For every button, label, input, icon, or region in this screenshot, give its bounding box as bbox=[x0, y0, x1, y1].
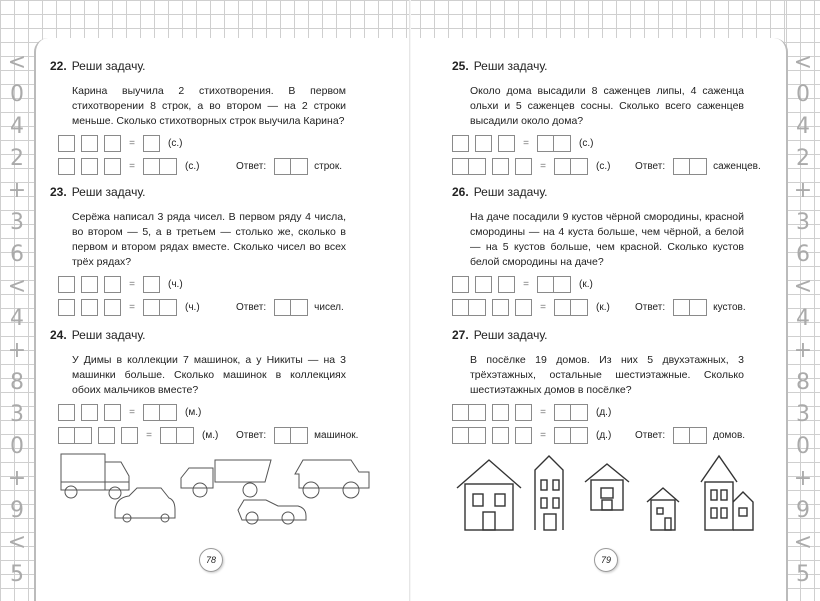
margin-symbol: 3 bbox=[10, 402, 24, 427]
equation-row bbox=[58, 135, 350, 152]
digit-input-box[interactable] bbox=[554, 135, 571, 152]
digit-input-box[interactable] bbox=[515, 404, 532, 421]
digit-input-box[interactable] bbox=[291, 158, 308, 175]
margin-symbol: 9 bbox=[10, 498, 24, 523]
digit-input-box[interactable] bbox=[274, 427, 291, 444]
margin-symbol: < bbox=[793, 274, 813, 299]
answer-box-group bbox=[104, 404, 121, 421]
task-text: У Димы в коллекции 7 машинок, а у Никиты — на 3 машинки больше. Сколько машинок в коллекциях обоих мальчиков вместе? bbox=[72, 354, 346, 396]
margin-symbol: < bbox=[7, 274, 27, 299]
digit-input-box[interactable] bbox=[475, 276, 492, 293]
answer-label: Ответ: bbox=[236, 161, 267, 172]
answer-unit: машинок. bbox=[314, 430, 359, 441]
digit-input-box[interactable] bbox=[571, 427, 588, 444]
digit-input-box[interactable] bbox=[177, 427, 194, 444]
margin-symbol: 8 bbox=[10, 370, 24, 395]
answer-box-group bbox=[58, 404, 75, 421]
digit-input-box[interactable] bbox=[537, 135, 554, 152]
tower-house-icon bbox=[701, 456, 753, 530]
unit-label: (с.) bbox=[596, 161, 611, 172]
equals-sign: = bbox=[523, 138, 529, 149]
margin-symbol: 9 bbox=[796, 498, 810, 523]
answer-label: Ответ: bbox=[236, 302, 267, 313]
equation-row bbox=[58, 404, 350, 421]
house-icon bbox=[457, 460, 521, 530]
digit-input-box[interactable] bbox=[160, 299, 177, 316]
answer-box-group bbox=[452, 276, 469, 293]
digit-input-box[interactable] bbox=[537, 276, 554, 293]
answer-box-group bbox=[537, 276, 571, 293]
unit-label: (с.) bbox=[168, 138, 183, 149]
unit-label: (м.) bbox=[202, 430, 219, 441]
digit-input-box[interactable] bbox=[58, 299, 75, 316]
answer-box-group bbox=[673, 427, 707, 444]
digit-input-box[interactable] bbox=[571, 404, 588, 421]
digit-input-box[interactable] bbox=[58, 276, 75, 293]
digit-input-box[interactable] bbox=[121, 427, 138, 444]
answer-box-group bbox=[274, 299, 308, 316]
answer-label: Ответ: bbox=[236, 430, 267, 441]
answer-box-group bbox=[498, 276, 515, 293]
digit-input-box[interactable] bbox=[469, 299, 486, 316]
answer-box-group bbox=[81, 158, 98, 175]
jeep-icon bbox=[295, 460, 369, 498]
task-26 bbox=[452, 184, 752, 316]
unit-label: (ч.) bbox=[168, 279, 183, 290]
answer-box-group bbox=[492, 158, 509, 175]
digit-input-box[interactable] bbox=[143, 299, 160, 316]
page-number-left: 78 bbox=[199, 548, 223, 572]
digit-input-box[interactable] bbox=[690, 158, 707, 175]
answer-box-group bbox=[515, 427, 532, 444]
equals-sign: = bbox=[129, 161, 135, 172]
answer-box-group bbox=[81, 135, 98, 152]
equation-row bbox=[452, 135, 752, 152]
answer-box-group bbox=[515, 404, 532, 421]
digit-input-box[interactable] bbox=[143, 158, 160, 175]
task-heading bbox=[452, 58, 752, 74]
digit-input-box[interactable] bbox=[58, 427, 75, 444]
equation-row bbox=[58, 276, 350, 293]
digit-input-box[interactable] bbox=[81, 404, 98, 421]
margin-symbol: 4 bbox=[796, 306, 810, 331]
answer-box-group bbox=[98, 427, 115, 444]
digit-input-box[interactable] bbox=[452, 158, 469, 175]
unit-label: (ч.) bbox=[185, 302, 200, 313]
margin-symbol: < bbox=[7, 530, 27, 555]
answer-box-group bbox=[452, 299, 486, 316]
digit-input-box[interactable] bbox=[469, 158, 486, 175]
task-heading bbox=[50, 184, 350, 200]
equation-row bbox=[452, 158, 761, 175]
equals-sign: = bbox=[129, 407, 135, 418]
digit-input-box[interactable] bbox=[515, 427, 532, 444]
digit-input-box[interactable] bbox=[469, 404, 486, 421]
book-spine bbox=[409, 0, 411, 601]
equation-row bbox=[58, 158, 350, 175]
dump-truck-icon bbox=[181, 460, 271, 497]
unit-label: (д.) bbox=[596, 430, 612, 441]
digit-input-box[interactable] bbox=[104, 404, 121, 421]
digit-input-box[interactable] bbox=[160, 427, 177, 444]
task-text: Около дома высадили 8 саженцев липы, 4 саженца ольхи и 5 саженцев сосны. Сколько всего саженцев высадили около дома? bbox=[470, 85, 744, 127]
answer-box-group bbox=[81, 404, 98, 421]
equation-row bbox=[452, 404, 752, 421]
answer-section bbox=[236, 158, 342, 175]
equals-sign: = bbox=[146, 430, 152, 441]
digit-input-box[interactable] bbox=[75, 427, 92, 444]
margin-symbol: 6 bbox=[10, 242, 24, 267]
task-text: Серёжа написал 3 ряда чисел. В первом ряду 4 числа, во втором — 5, а в третьем — столько же, сколько в первом и втором рядах вместе. Сколько чисел во всех трёх рядах? bbox=[72, 211, 346, 268]
answer-box-group bbox=[537, 135, 571, 152]
answer-box-group bbox=[81, 276, 98, 293]
digit-input-box[interactable] bbox=[498, 135, 515, 152]
answer-section bbox=[635, 427, 745, 444]
digit-input-box[interactable] bbox=[143, 276, 160, 293]
task-title: Реши задачу. bbox=[473, 328, 548, 342]
answer-box-group bbox=[274, 427, 308, 444]
equation-row bbox=[452, 299, 752, 316]
answer-box-group bbox=[58, 158, 75, 175]
margin-symbol: 4 bbox=[10, 114, 24, 139]
digit-input-box[interactable] bbox=[81, 276, 98, 293]
equation-row bbox=[58, 299, 350, 316]
task-text: Карина выучила 2 стихотворения. В первом стихотворении 8 строк, а во втором — на 2 строки меньше. Сколько стихотворных строк выучила Карина? bbox=[72, 85, 346, 127]
answer-unit: чисел. bbox=[314, 302, 344, 313]
digit-input-box[interactable] bbox=[690, 427, 707, 444]
equation-row bbox=[58, 427, 359, 444]
margin-symbol: + bbox=[793, 338, 813, 363]
answer-section bbox=[236, 427, 358, 444]
answer-box-group bbox=[274, 158, 308, 175]
answer-box-group bbox=[104, 135, 121, 152]
margin-symbol: 0 bbox=[10, 82, 24, 107]
task-27 bbox=[452, 327, 752, 444]
digit-input-box[interactable] bbox=[554, 299, 571, 316]
digit-input-box[interactable] bbox=[554, 276, 571, 293]
digit-input-box[interactable] bbox=[452, 427, 469, 444]
equals-sign: = bbox=[540, 302, 546, 313]
answer-box-group bbox=[58, 299, 75, 316]
digit-input-box[interactable] bbox=[104, 299, 121, 316]
task-number: 24. bbox=[50, 328, 67, 342]
task-number: 22. bbox=[50, 59, 67, 73]
answer-box-group bbox=[515, 158, 532, 175]
equals-sign: = bbox=[540, 407, 546, 418]
answer-label: Ответ: bbox=[635, 302, 666, 313]
answer-box-group bbox=[554, 404, 588, 421]
answer-box-group bbox=[452, 158, 486, 175]
answer-box-group bbox=[498, 135, 515, 152]
digit-input-box[interactable] bbox=[452, 276, 469, 293]
digit-input-box[interactable] bbox=[554, 427, 571, 444]
answer-box-group bbox=[452, 427, 486, 444]
answer-label: Ответ: bbox=[635, 430, 666, 441]
answer-box-group bbox=[104, 276, 121, 293]
toy-cars-illustration bbox=[55, 452, 375, 527]
task-24 bbox=[50, 327, 359, 444]
answer-box-group bbox=[554, 158, 588, 175]
answer-box-group bbox=[143, 135, 160, 152]
answer-box-group bbox=[58, 427, 92, 444]
task-number: 26. bbox=[452, 185, 469, 199]
margin-symbol: 2 bbox=[796, 146, 810, 171]
answer-box-group bbox=[160, 427, 194, 444]
digit-input-box[interactable] bbox=[515, 158, 532, 175]
task-number: 25. bbox=[452, 59, 469, 73]
equals-sign: = bbox=[540, 430, 546, 441]
answer-box-group bbox=[492, 427, 509, 444]
digit-input-box[interactable] bbox=[515, 299, 532, 316]
answer-box-group bbox=[492, 404, 509, 421]
answer-box-group bbox=[143, 276, 160, 293]
margin-symbol: 0 bbox=[796, 434, 810, 459]
unit-label: (к.) bbox=[596, 302, 610, 313]
answer-box-group bbox=[475, 135, 492, 152]
answer-box-group bbox=[58, 276, 75, 293]
margin-symbol: 3 bbox=[796, 402, 810, 427]
unit-label: (с.) bbox=[579, 138, 594, 149]
answer-box-group bbox=[143, 299, 177, 316]
digit-input-box[interactable] bbox=[492, 299, 509, 316]
digit-input-box[interactable] bbox=[469, 427, 486, 444]
task-23 bbox=[50, 184, 350, 316]
equals-sign: = bbox=[129, 279, 135, 290]
unit-label: (с.) bbox=[185, 161, 200, 172]
answer-box-group bbox=[143, 404, 177, 421]
margin-symbol: < bbox=[793, 530, 813, 555]
answer-box-group bbox=[452, 135, 469, 152]
digit-input-box[interactable] bbox=[143, 404, 160, 421]
page-number-right: 79 bbox=[594, 548, 618, 572]
task-title: Реши задачу. bbox=[71, 59, 146, 73]
margin-symbol: < bbox=[793, 50, 813, 75]
digit-input-box[interactable] bbox=[104, 158, 121, 175]
sports-car-icon bbox=[238, 500, 306, 524]
digit-input-box[interactable] bbox=[58, 404, 75, 421]
margin-symbol: + bbox=[7, 466, 27, 491]
margin-symbol: 0 bbox=[10, 434, 24, 459]
task-text: На даче посадили 9 кустов чёрной смородины, красной смородины — на 4 куста больше, чем чёрной, а белой — на 5 кустов больше, чем красной. Сколько кустов белой смородины на даче? bbox=[470, 211, 744, 268]
truck-icon bbox=[61, 454, 129, 499]
task-heading bbox=[50, 327, 350, 343]
margin-symbol: 5 bbox=[10, 562, 24, 587]
answer-unit: домов. bbox=[713, 430, 746, 441]
answer-box-group bbox=[81, 299, 98, 316]
answer-box-group bbox=[143, 158, 177, 175]
digit-input-box[interactable] bbox=[160, 158, 177, 175]
digit-input-box[interactable] bbox=[81, 135, 98, 152]
answer-unit: кустов. bbox=[713, 302, 746, 313]
equals-sign: = bbox=[129, 302, 135, 313]
digit-input-box[interactable] bbox=[452, 299, 469, 316]
margin-symbol: + bbox=[7, 338, 27, 363]
margin-symbol: 4 bbox=[796, 114, 810, 139]
answer-label: Ответ: bbox=[635, 161, 666, 172]
digit-input-box[interactable] bbox=[98, 427, 115, 444]
margin-symbol: 3 bbox=[10, 210, 24, 235]
digit-input-box[interactable] bbox=[104, 135, 121, 152]
digit-input-box[interactable] bbox=[475, 135, 492, 152]
margin-symbol: 2 bbox=[10, 146, 24, 171]
answer-unit: строк. bbox=[314, 161, 343, 172]
digit-input-box[interactable] bbox=[690, 299, 707, 316]
answer-box-group bbox=[121, 427, 138, 444]
digit-input-box[interactable] bbox=[291, 427, 308, 444]
digit-input-box[interactable] bbox=[81, 158, 98, 175]
margin-symbol: + bbox=[793, 466, 813, 491]
margin-symbol: 8 bbox=[796, 370, 810, 395]
margin-symbol: < bbox=[7, 50, 27, 75]
digit-input-box[interactable] bbox=[571, 299, 588, 316]
answer-section bbox=[635, 158, 761, 175]
digit-input-box[interactable] bbox=[492, 158, 509, 175]
margin-symbol: 4 bbox=[10, 306, 24, 331]
digit-input-box[interactable] bbox=[143, 135, 160, 152]
task-25 bbox=[452, 58, 761, 175]
equation-row bbox=[452, 427, 752, 444]
unit-label: (м.) bbox=[185, 407, 202, 418]
task-number: 27. bbox=[452, 328, 469, 342]
digit-input-box[interactable] bbox=[673, 158, 690, 175]
small-house-icon bbox=[647, 488, 679, 530]
task-title: Реши задачу. bbox=[71, 328, 146, 342]
house-icon bbox=[585, 464, 629, 510]
answer-box-group bbox=[492, 299, 509, 316]
answer-box-group bbox=[58, 135, 75, 152]
digit-input-box[interactable] bbox=[81, 299, 98, 316]
digit-input-box[interactable] bbox=[160, 404, 177, 421]
car-icon bbox=[115, 488, 175, 522]
answer-unit: саженцев. bbox=[713, 161, 761, 172]
task-title: Реши задачу. bbox=[473, 59, 548, 73]
answer-box-group bbox=[104, 158, 121, 175]
digit-input-box[interactable] bbox=[554, 404, 571, 421]
equals-sign: = bbox=[129, 138, 135, 149]
task-heading bbox=[452, 327, 752, 343]
digit-input-box[interactable] bbox=[452, 135, 469, 152]
digit-input-box[interactable] bbox=[104, 276, 121, 293]
answer-box-group bbox=[104, 299, 121, 316]
answer-box-group bbox=[673, 158, 707, 175]
answer-box-group bbox=[515, 299, 532, 316]
margin-symbol: 6 bbox=[796, 242, 810, 267]
task-text: В посёлке 19 домов. Из них 5 двухэтажных, 3 трёхэтажных, остальные шестиэтажные. Сколько шестиэтажных домов в посёлке? bbox=[470, 354, 744, 396]
equals-sign: = bbox=[540, 161, 546, 172]
task-title: Реши задачу. bbox=[473, 185, 548, 199]
answer-section bbox=[635, 299, 746, 316]
answer-section bbox=[236, 299, 344, 316]
digit-input-box[interactable] bbox=[673, 427, 690, 444]
digit-input-box[interactable] bbox=[571, 158, 588, 175]
tall-house-icon bbox=[535, 456, 563, 530]
task-heading bbox=[452, 184, 752, 200]
digit-input-box[interactable] bbox=[452, 404, 469, 421]
equals-sign: = bbox=[523, 279, 529, 290]
margin-symbol: 3 bbox=[796, 210, 810, 235]
digit-input-box[interactable] bbox=[274, 158, 291, 175]
answer-box-group bbox=[452, 404, 486, 421]
digit-input-box[interactable] bbox=[492, 427, 509, 444]
digit-input-box[interactable] bbox=[58, 158, 75, 175]
digit-input-box[interactable] bbox=[498, 276, 515, 293]
margin-symbol: 5 bbox=[796, 562, 810, 587]
unit-label: (к.) bbox=[579, 279, 593, 290]
answer-box-group bbox=[554, 299, 588, 316]
houses-illustration bbox=[455, 452, 765, 534]
task-22 bbox=[50, 58, 350, 175]
equation-row bbox=[452, 276, 752, 293]
task-title: Реши задачу. bbox=[71, 185, 146, 199]
task-number: 23. bbox=[50, 185, 67, 199]
digit-input-box[interactable] bbox=[274, 299, 291, 316]
digit-input-box[interactable] bbox=[492, 404, 509, 421]
digit-input-box[interactable] bbox=[673, 299, 690, 316]
answer-box-group bbox=[475, 276, 492, 293]
margin-symbol: 0 bbox=[796, 82, 810, 107]
digit-input-box[interactable] bbox=[554, 158, 571, 175]
digit-input-box[interactable] bbox=[58, 135, 75, 152]
margin-symbol: + bbox=[793, 178, 813, 203]
answer-box-group bbox=[554, 427, 588, 444]
margin-symbol: + bbox=[7, 178, 27, 203]
task-heading bbox=[50, 58, 350, 74]
unit-label: (д.) bbox=[596, 407, 612, 418]
answer-box-group bbox=[673, 299, 707, 316]
digit-input-box[interactable] bbox=[291, 299, 308, 316]
